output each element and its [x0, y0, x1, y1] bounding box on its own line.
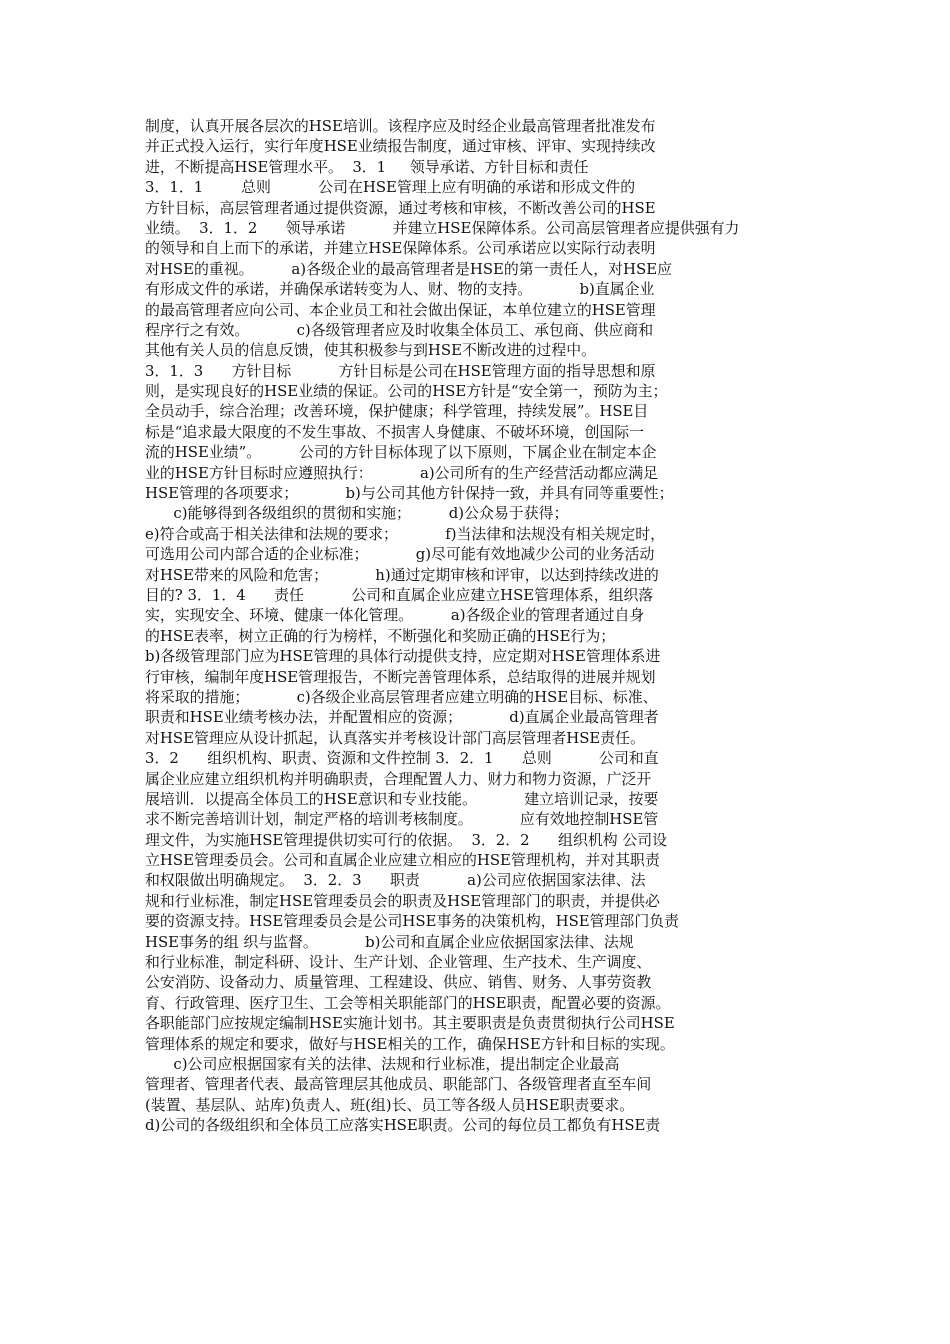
text-line: 育、行政管理、医疗卫生、工会等相关职能部门的HSE职责，配置必要的资源。 [145, 993, 671, 1012]
text-line: 并正式投入运行，实行年度HSE业绩报告制度，通过审核、评审、实现持续改 [145, 137, 656, 156]
text-line: 业绩。 3．1．2 领导承诺 并建立HSE保障体系。公司高层管理者应提供强有力 [145, 218, 740, 237]
text-line: 业的HSE方针目标时应遵照执行： a)公司所有的生产经营活动都应满足 [145, 463, 659, 482]
text-line: 有形成文件的承诺，并确保承诺转变为人、财、物的支持。 b)直属企业 [145, 280, 655, 299]
text-line: 则，是实现良好的HSE业绩的保证。公司的HSE方针是“安全第一，预防为主； [145, 382, 668, 401]
text-line: 其他有关人员的信息反馈，使其积极参与到HSE不断改进的过程中。 [145, 341, 596, 360]
text-line: 目的? 3．1．4 责任 公司和直属企业应建立HSE管理体系，组织落 [145, 585, 654, 604]
text-line: 可选用公司内部合适的企业标准； g)尽可能有效地减少公司的业务活动 [145, 545, 655, 564]
text-line: 对HSE的重视。 a)各级企业的最高管理者是HSE的第一责任人，对HSE应 [145, 259, 672, 278]
text-line: 规和行业标准，制定HSE管理委员会的职责及HSE管理部门的职责，并提供必 [145, 891, 660, 910]
text-line: 展培训．以提高全体员工的HSE意识和专业技能。 建立培训记录，按要 [145, 789, 659, 808]
text-line: 制度，认真开展各层次的HSE培训。该程序应及时经企业最高管理者批准发布 [145, 117, 656, 135]
text-line: c)公司应根据国家有关的法律、法规和行业标准，提出制定企业最高 [145, 1054, 620, 1073]
text-line: 3．2 组织机构、职责、资源和文件控制 3．2．1 总则 公司和直 [145, 749, 659, 768]
text-line: 求不断完善培训计划，制定严格的培训考核制度。 应有效地控制HSE管 [145, 810, 659, 829]
text-line: 各职能部门应按规定编制HSE实施计划书。其主要职责是负责贯彻执行公司HSE [145, 1014, 675, 1033]
text-line: 实，实现安全、环境、健康一体化管理。 a)各级企业的管理者通过自身 [145, 606, 645, 625]
text-line: 行审核，编制年度HSE管理报告，不断完善管理体系，总结取得的进展并规划 [145, 667, 656, 686]
text-line: 管理体系的规定和要求，做好与HSE相关的工作，确保HSE方针和目标的实现。 [145, 1034, 675, 1053]
text-line: 和行业标准，制定科研、设计、生产计划、企业管理、生产技术、生产调度、 [145, 953, 652, 972]
document-page [145, 116, 810, 1136]
text-line: HSE管理的各项要求； b)与公司其他方针保持一致，并具有同等重要性； [145, 484, 674, 503]
text-line: 方针目标，高层管理者通过提供资源，通过考核和审核，不断改善公司的HSE [145, 198, 656, 217]
text-line: 对HSE带来的风险和危害； h)通过定期审核和评审，以达到持续改进的 [145, 565, 659, 584]
text-line: 要的资源支持。HSE管理委员会是公司HSE事务的决策机构，HSE管理部门负责 [145, 912, 679, 931]
text-line: c)能够得到各级组织的贯彻和实施； d)公众易于获得； [145, 504, 569, 523]
text-line: 属企业应建立组织机构并明确职责，合理配置人力、财力和物力资源，广泛开 [145, 769, 652, 788]
text-line: 的HSE表率，树立正确的行为榜样，不断强化和奖励正确的HSE行为； [145, 626, 616, 645]
text-line: 立HSE管理委员会。公司和直属企业应建立相应的HSE管理机构，并对其职责 [145, 851, 660, 870]
text-line: 标是“追求最大限度的不发生事故、不损害人身健康、不破坏环境，创国际一 [145, 422, 645, 441]
text-line: 3．1．1 总则 公司在HSE管理上应有明确的承诺和形成文件的 [145, 178, 636, 197]
text-line: (装置、基层队、站库)负责人、班(组)长、员工等各级人员HSE职责要求。 [145, 1095, 635, 1114]
text-line: 管理者、管理者代表、最高管理层其他成员、职能部门、各级管理者直至车间 [145, 1075, 652, 1094]
text-line: 3．1．3 方针目标 方针目标是公司在HSE管理方面的指导思想和原 [145, 361, 656, 380]
text-line: 理文件，为实施HSE管理提供切实可行的依据。 3．2．2 组织机构 公司设 [145, 830, 668, 849]
text-line: 将采取的措施； c)各级企业高层管理者应建立明确的HSE目标、标准、 [145, 687, 658, 706]
text-line: 进，不断提高HSE管理水平。 3．1 领导承诺、方针目标和责任 [145, 157, 589, 176]
text-line: 的领导和自上而下的承诺，并建立HSE保障体系。公司承诺应以实际行动表明 [145, 239, 656, 258]
text-line: 公安消防、设备动力、质量管理、工程建设、供应、销售、财务、人事劳资教 [145, 973, 652, 992]
text-line: 对HSE管理应从设计抓起，认真落实并考核设计部门高层管理者HSE责任。 [145, 728, 645, 747]
text-line: 全员动手，综合治理；改善环境，保护健康；科学管理，持续发展”。HSE目 [145, 402, 649, 421]
text-line: HSE事务的组 织与监督。 b)公司和直属企业应依据国家法律、法规 [145, 932, 634, 951]
text-line: 程序行之有效。 c)各级管理者应及时收集全体员工、承包商、供应商和 [145, 320, 654, 339]
text-line: d)公司的各级组织和全体员工应落实HSE职责。公司的每位员工都负有HSE责 [145, 1116, 661, 1135]
text-line: 和权限做出明确规定。 3．2．3 职责 a)公司应依据国家法律、法 [145, 871, 646, 890]
text-line: b)各级管理部门应为HSE管理的具体行动提供支持，应定期对HSE管理体系进 [145, 647, 661, 666]
text-line: 职责和HSE业绩考核办法，并配置相应的资源； d)直属企业最高管理者 [145, 708, 659, 727]
text-line: 流的HSE业绩”。 公司的方针目标体现了以下原则，下属企业在制定本企 [145, 443, 657, 462]
text-line: e)符合或高于相关法律和法规的要求； f)当法律和法规没有相关规定时， [145, 524, 665, 543]
text-line: 的最高管理者应向公司、本企业员工和社会做出保证，本单位建立的HSE管理 [145, 300, 656, 319]
